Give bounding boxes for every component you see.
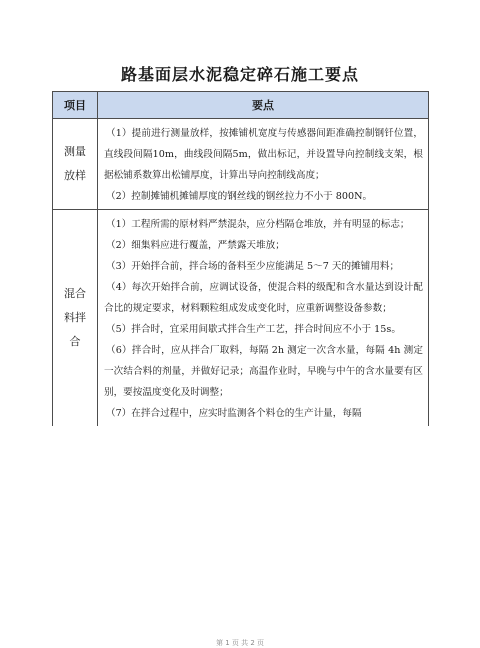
point-item: （6）拌合时，应从拌合厂取料，每隔 2h 测定一次含水量，每隔 4h 测定一次结合料的剂量，并做好记录；高温作业时，早晚与中午的含水量要有区别，要按温度变化及时调整； <box>104 345 423 398</box>
label-line: 混合 <box>64 287 86 300</box>
row-label-survey <box>53 119 98 210</box>
point-item: （7）在拌合过程中，应实时监测各个料仓的生产计量，每隔 <box>106 408 362 419</box>
point-item: （2）控制摊铺机摊铺厚度的钢丝线的钢丝拉力不小于 800N。 <box>106 191 373 202</box>
row-content-mixing <box>98 210 429 427</box>
header-points: 要点 <box>98 92 429 119</box>
label-line: 料拌 <box>64 311 86 324</box>
point-item: （5）拌合时，宜采用间歇式拌合生产工艺，拌合时间应不小于 15s。 <box>106 324 401 335</box>
row-content-survey <box>98 119 429 210</box>
point-item: （1）工程所需的原材料严禁混杂，应分档隔仓堆放，并有明显的标志； <box>106 219 410 230</box>
table-header-row <box>53 92 429 119</box>
page-footer: 第 1 页 共 2 页 <box>215 639 265 647</box>
table-row-survey <box>53 119 429 210</box>
document-title: 路基面层水泥稳定碎石施工要点 <box>120 65 359 84</box>
point-item: （2）细集料应进行覆盖，严禁露天堆放； <box>106 240 285 251</box>
label-line: 合 <box>69 335 81 348</box>
construction-points-table <box>52 91 429 426</box>
point-item: （4）每次开始拌合前，应调试设备，使混合料的级配和含水量达到设计配合比的规定要求，材料颗粒组成发成变化时，应重新调整设备参数； <box>104 282 423 314</box>
label-line: 放样 <box>64 169 86 182</box>
header-item: 项目 <box>53 92 98 119</box>
point-item: （3）开始拌合前，拌合场的备料至少应能满足 5～7 天的摊铺用料； <box>106 261 400 272</box>
label-line: 测量 <box>64 145 86 158</box>
row-label-mixing <box>53 210 98 427</box>
table-row-mixing <box>53 210 429 427</box>
point-item: （1）提前进行测量放样，按摊铺机宽度与传感器间距准确控制钢钎位置，直线段间隔10m，曲线段间隔5m，做出标记，并设置导向控制线支架，根据松铺系数算出松铺厚度，计算出导向控制线高度； <box>104 128 423 181</box>
